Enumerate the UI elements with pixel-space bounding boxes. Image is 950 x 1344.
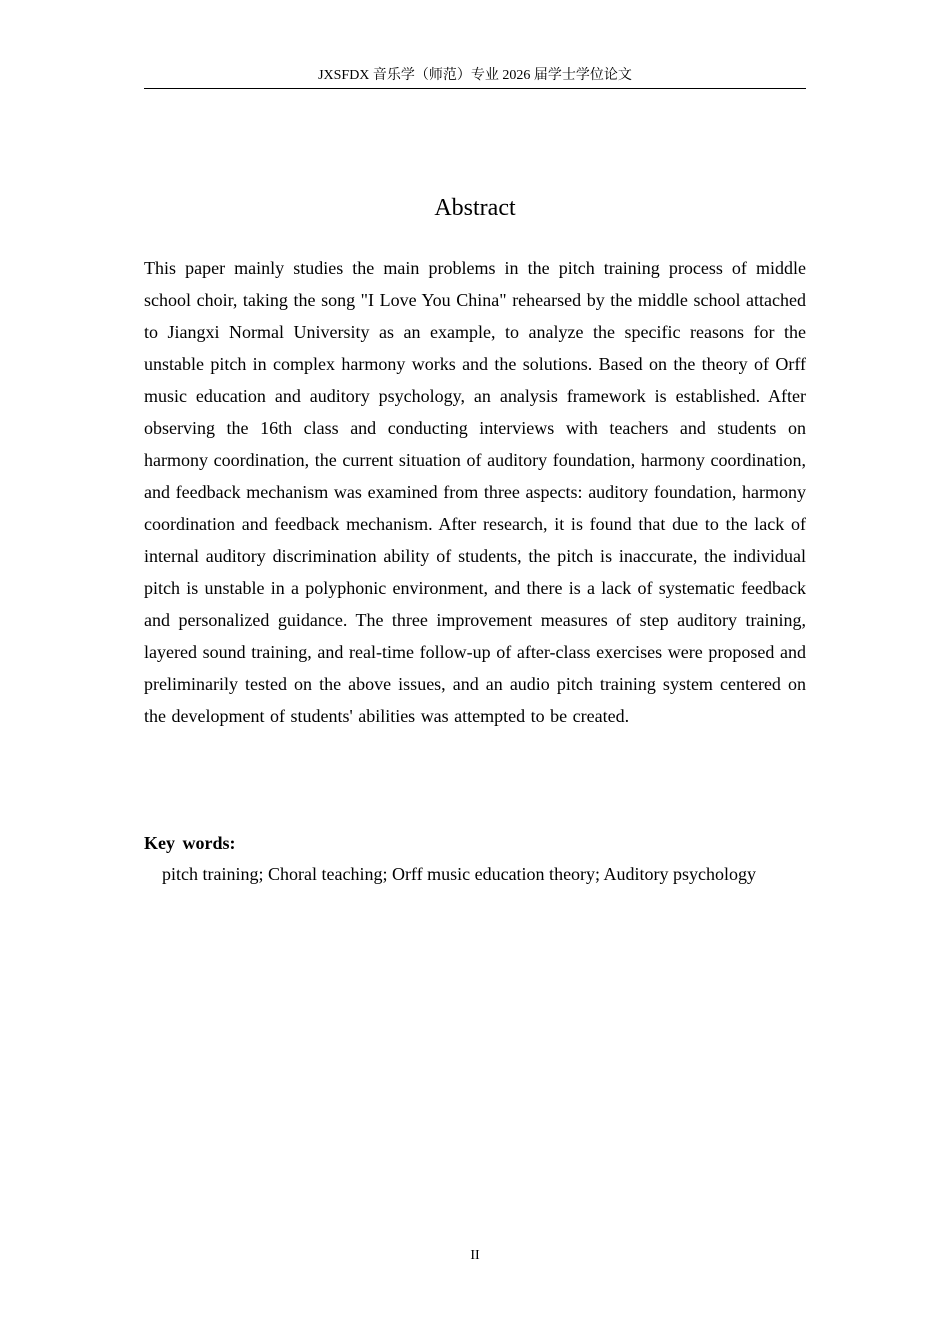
abstract-body: This paper mainly studies the main problems in the pitch training process of middle school choir, taking the song "I Love You China" rehearsed by the middle school attached to Jiangxi Normal University as an example, to analyze the specific reasons for the unstable pitch in complex harmony works and the solutions. Based on the theory of Orff music education and auditory psychology, an analysis framework is established. After observing the 16th class and conducting interviews with teachers and students on harmony coordination, the current situation of auditory foundation, harmony coordination, and feedback mechanism was examined from three aspects: auditory foundation, harmony coordination and feedback mechanism. After research, it is found that due to the lack of internal auditory discrimination ability of students, the pitch is inaccurate, the individual pitch is unstable in a polyphonic environment, and there is a lack of systematic feedback and personalized guidance. The three improvement measures of step auditory training, layered sound training, and real-time follow-up of after-class exercises were proposed and preliminarily tested on the above issues, and an audio pitch training system centered on the development of students' abilities was attempted to be created. xyxy=(144,258,806,726)
running-header: JXSFDX 音乐学（师范）专业 2026 届学士学位论文 xyxy=(144,66,806,89)
abstract-title: Abstract xyxy=(434,195,516,221)
keywords-label: Key words: xyxy=(144,833,236,853)
page-number: II xyxy=(470,1248,480,1263)
keywords-text: pitch training; Choral teaching; Orff music education theory; Auditory psychology xyxy=(162,864,757,884)
